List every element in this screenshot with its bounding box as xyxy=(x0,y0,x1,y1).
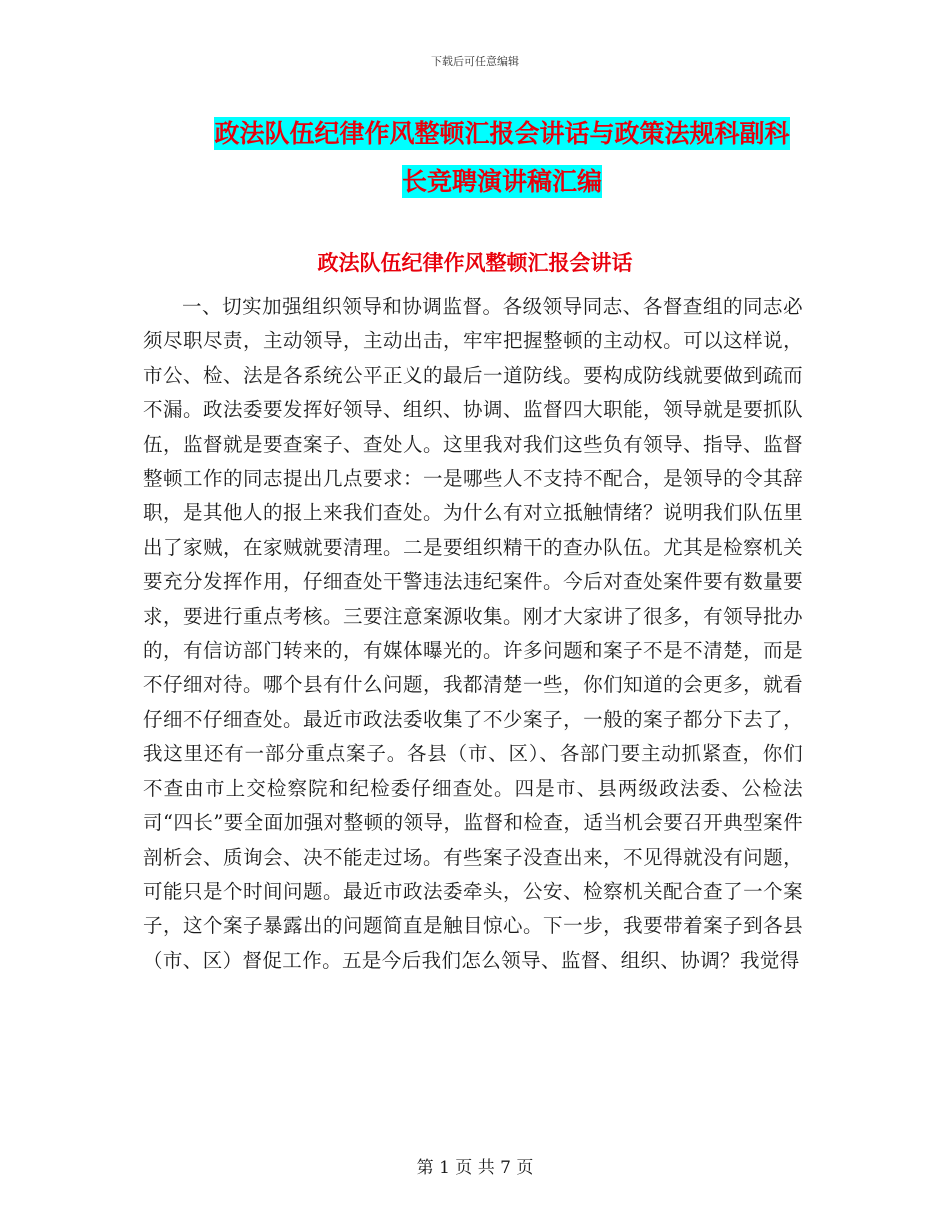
document-title xyxy=(192,110,812,206)
page-number-footer: 第 1 页 共 7 页 xyxy=(416,1158,534,1178)
document-title-line-1: 政法队伍纪律作风整顿汇报会讲话与政策法规科副科 xyxy=(214,119,790,148)
page-header-note: 下载后可任意编辑 xyxy=(431,55,519,68)
body-paragraph: 一、切实加强组织领导和协调监督。各级领导同志、各督查组的同志必须尽职尽责，主动领导，主动出击，牢牢把握整顿的主动权。可以这样说，市公、检、法是各系统公平正义的最后一道防线。要构成防线就要做到疏而不漏。政法委要发挥好领导、组织、协调、监督四大职能，领导就是要抓队伍，监督就是要查案子、查处人。这里我对我们这些负有领导、指导、监督整顿工作的同志提出几点要求：一是哪些人不支持不配合，是领导的令其辞职，是其他人的报上来我们查处。为什么有对立抵触情绪？说明我们队伍里出了家贼，在家贼就要清理。二是要组织精干的查办队伍。尤其是检察机关要充分发挥作用，仔细查处干警违法违纪案件。今后对查处案件要有数量要求，要进行重点考核。三要注意案源收集。刚才大家讲了很多，有领导批办的，有信访部门转来的，有媒体曝光的。许多问题和案子不是不清楚，而是不仔细对待。哪个县有什么问题，我都清楚一些，你们知道的会更多，就看仔细不仔细查处。最近市政法委收集了不少案子，一般的案子都分下去了，我这里还有一部分重点案子。各县（市、区）、各部门要主动抓紧查，你们不查由市上交检察院和纪检委仔细查处。四是市、县两级政法委、公检法司“四长”要全面加强对整顿的领导，监督和检查，适当机会要召开典型案件剖析会、质询会、决不能走过场。有些案子没查出来，不见得就没有问题，可能只是个时间问题。最近市政法委牵头，公安、检察机关配合查了一个案子，这个案子暴露出的问题简直是触目惊心。下一步，我要带着案子到各县（市、区）督促工作。五是今后我们怎么领导、监督、组织、协调？我觉得 xyxy=(143,295,803,972)
document-title-line-2: 长竞聘演讲稿汇编 xyxy=(401,167,602,196)
section-title: 政法队伍纪律作风整顿汇报会讲话 xyxy=(317,250,633,275)
